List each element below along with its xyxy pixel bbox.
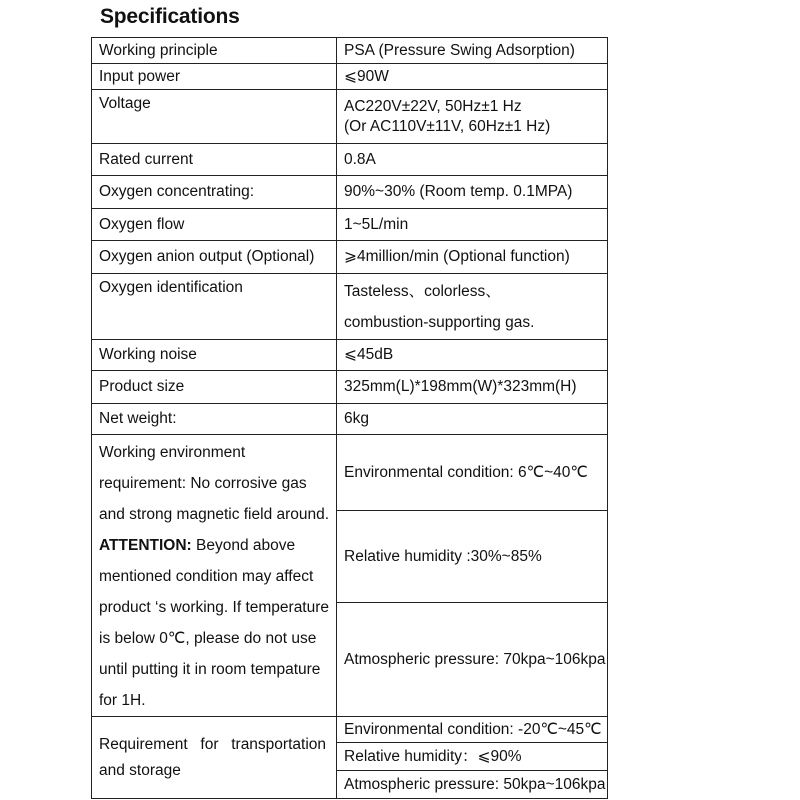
spec-value: 6kg: [337, 404, 608, 435]
transport-line: Requirement for transportation: [99, 735, 326, 753]
attention-line: is below 0℃, please do not use: [99, 630, 317, 647]
spec-value: 0.8A: [337, 144, 608, 176]
specifications-table: [91, 37, 608, 799]
environment-condition: Atmospheric pressure: 70kpa~106kpa: [337, 603, 608, 717]
environment-line: requirement: No corrosive gas: [99, 475, 307, 492]
environment-condition: Environmental condition: 6℃~40℃: [337, 435, 608, 511]
table-row: [92, 717, 608, 743]
table-row: [92, 209, 608, 241]
page-title: Specifications: [100, 5, 240, 28]
table-row: [92, 90, 608, 144]
transport-condition: Relative humidity：⩽90%: [337, 743, 608, 771]
attention-line: mentioned condition may affect: [99, 568, 314, 585]
table-row: [92, 144, 608, 176]
spec-label: Oxygen concentrating:: [92, 176, 337, 209]
spec-label: Working noise: [92, 340, 337, 371]
spec-label: Oxygen identification: [92, 274, 337, 340]
attention-line: product ‘s working. If temperature: [99, 599, 330, 616]
table-row: [92, 64, 608, 90]
attention-line: for 1H.: [99, 692, 146, 709]
attention-text: Beyond above: [191, 537, 296, 554]
attention-line: until putting it in room tempature: [99, 661, 321, 678]
table-row: [92, 435, 608, 511]
spec-label: Working principle: [92, 38, 337, 64]
spec-value: 1~5L/min: [337, 209, 608, 241]
spec-value-line: AC220V±22V, 50Hz±1 Hz: [344, 97, 522, 115]
spec-value: 325mm(L)*198mm(W)*323mm(H): [337, 371, 608, 404]
attention-note: [99, 530, 336, 561]
spec-value: [337, 90, 608, 144]
attention-label: ATTENTION:: [99, 537, 192, 554]
spec-label: Input power: [92, 64, 337, 90]
environment-line: Working environment: [99, 444, 246, 461]
transport-line: and storage: [99, 761, 181, 779]
table-row: [92, 176, 608, 209]
spec-value: [337, 274, 608, 340]
spec-value-line: combustion-supporting gas.: [344, 313, 535, 331]
spec-value: ⩽90W: [337, 64, 608, 90]
spec-label: Voltage: [92, 90, 337, 144]
environment-condition: Relative humidity :30%~85%: [337, 511, 608, 603]
environment-requirement: [92, 435, 337, 717]
table-row: [92, 241, 608, 274]
table-row: [92, 340, 608, 371]
spec-label: Oxygen anion output (Optional): [92, 241, 337, 274]
spec-value-line: (Or AC110V±11V, 60Hz±1 Hz): [344, 117, 551, 135]
table-row: [92, 38, 608, 64]
spec-label: Rated current: [92, 144, 337, 176]
spec-value-line: Tasteless、colorless、: [344, 282, 501, 300]
spec-label: Oxygen flow: [92, 209, 337, 241]
transport-requirement: [92, 717, 337, 799]
spec-value: ⩾4million/min (Optional function): [337, 241, 608, 274]
table-row: [92, 274, 608, 340]
spec-value: ⩽45dB: [337, 340, 608, 371]
environment-line: and strong magnetic field around.: [99, 506, 330, 523]
spec-value: 90%~30% (Room temp. 0.1MPA): [337, 176, 608, 209]
table-row: [92, 404, 608, 435]
spec-label: Net weight:: [92, 404, 337, 435]
transport-condition: Atmospheric pressure: 50kpa~106kpa: [337, 771, 608, 799]
transport-condition: Environmental condition: -20℃~45℃: [337, 717, 608, 743]
table-row: [92, 371, 608, 404]
spec-label: Product size: [92, 371, 337, 404]
spec-value: PSA (Pressure Swing Adsorption): [337, 38, 608, 64]
